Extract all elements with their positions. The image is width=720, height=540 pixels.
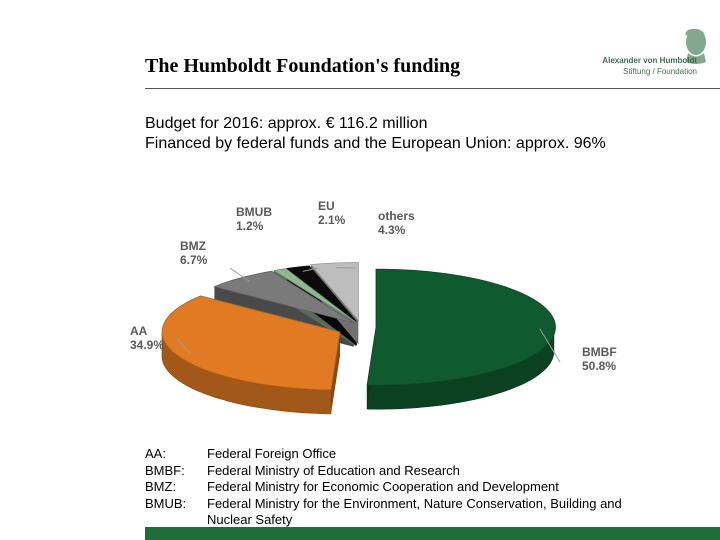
slice-value-label: 1.2% <box>236 219 264 233</box>
logo-line1: Alexander von Humboldt <box>602 56 697 65</box>
slice-value-label: 4.3% <box>378 223 406 237</box>
budget-line: Budget for 2016: approx. € 116.2 million <box>145 115 428 132</box>
slice-value-label: 2.1% <box>318 213 346 227</box>
legend-abbr: AA: <box>145 446 166 461</box>
slice-name-label: EU <box>318 199 335 213</box>
slice-name-label: AA <box>130 324 148 338</box>
financing-line: Financed by federal funds and the European Union: approx. 96% <box>145 135 606 152</box>
legend-full: Federal Ministry for the Environment, Nature Conservation, Building and Nuclear Safety <box>207 495 622 527</box>
legend-abbr: BMZ: <box>145 479 177 494</box>
humboldt-logo <box>600 26 715 76</box>
legend-row <box>145 463 637 480</box>
slice-name-label: BMZ <box>180 239 206 253</box>
legend-row <box>145 479 637 496</box>
legend-full: Federal Ministry for Economic Cooperation and Development <box>207 479 559 494</box>
funding-pie-chart <box>0 180 720 430</box>
legend-full: Federal Ministry of Education and Research <box>207 462 460 478</box>
footer-bar <box>145 527 720 540</box>
legend-full: Federal Foreign Office <box>207 446 337 461</box>
slice-name-label: others <box>378 209 415 223</box>
abbreviation-legend <box>145 446 637 529</box>
slice-value-label: 34.9% <box>130 338 165 352</box>
slice-name-label: BMBF <box>582 345 617 359</box>
legend-row <box>145 446 637 463</box>
title-divider <box>145 88 720 89</box>
logo-line2: Stiftung / Foundation <box>623 67 697 76</box>
slide-title: The Humboldt Foundation's funding <box>145 55 461 77</box>
budget-summary <box>145 114 606 154</box>
slice-name-label: BMUB <box>236 205 272 219</box>
legend-abbr: BMUB: <box>145 495 187 511</box>
slice-value-label: 50.8% <box>582 359 617 373</box>
slice-value-label: 6.7% <box>180 253 208 267</box>
legend-row <box>145 496 637 529</box>
legend-abbr: BMBF: <box>145 462 185 478</box>
